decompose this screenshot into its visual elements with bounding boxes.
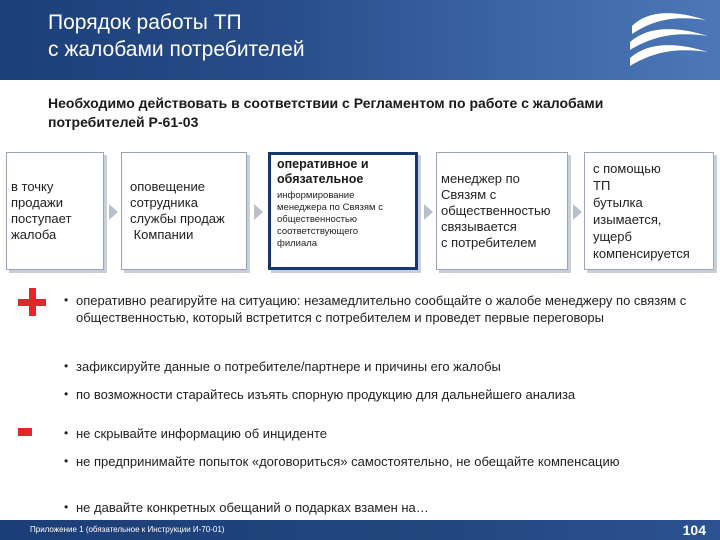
title-line-2: с жалобами потребителей — [48, 38, 305, 61]
flow-arrow-icon — [109, 204, 118, 220]
step-4-line: с потребителем — [441, 235, 537, 250]
dont-item: • не предпринимайте попыток «договориться» самостоятельно, не обещайте компенсацию — [62, 453, 712, 470]
step-3-text — [277, 190, 383, 250]
do-item: • оперативно реагируйте на ситуацию: незамедлительно сообщайте о жалобе менеджеру по связям с общественностью, который встретится с потребителем и проведет первые переговоры — [62, 292, 712, 326]
minus-icon — [18, 428, 32, 436]
step-4-line: общественностью — [441, 203, 551, 218]
dont-list — [62, 499, 712, 516]
step-5-line: изымается, — [593, 212, 662, 227]
step-3-title — [277, 157, 369, 187]
step-3-text-line: общественностью — [277, 214, 357, 225]
page-number: 104 — [682, 522, 706, 538]
step-3-title-line: обязательное — [277, 172, 364, 186]
do-list — [62, 386, 712, 403]
do-list — [62, 358, 712, 375]
process-step-5 — [584, 152, 714, 270]
regulation-subtitle: Необходимо действовать в соответствии с Регламентом по работе с жалобами потребителей Р-61-03 — [48, 95, 604, 130]
step-3-text-line: соответствующего — [277, 226, 359, 237]
step-5-line: ущерб — [593, 229, 632, 244]
step-1-line: поступает — [11, 211, 72, 226]
step-1-line: продажи — [11, 195, 63, 210]
step-1-line: жалоба — [11, 227, 57, 242]
flow-arrow-icon — [424, 204, 433, 220]
do-item: • зафиксируйте данные о потребителе/партнере и причины его жалобы — [62, 358, 712, 375]
dont-list — [62, 453, 712, 470]
step-5-line: бутылка — [593, 195, 643, 210]
step-3-title-line: оперативное и — [277, 157, 369, 171]
dont-list — [62, 425, 712, 442]
flow-arrow-icon — [573, 204, 582, 220]
step-1-line: в точку — [11, 179, 54, 194]
process-step-1 — [6, 152, 104, 270]
dont-item: • не скрывайте информацию об инциденте — [62, 425, 712, 442]
step-5-line: компенсируется — [593, 246, 690, 261]
do-item: • по возможности старайтесь изъять спорную продукцию для дальнейшего анализа — [62, 386, 712, 403]
process-step-2 — [121, 152, 247, 270]
footer-bar — [0, 520, 720, 540]
step-5-line: с помощью — [593, 161, 661, 176]
do-list — [62, 292, 712, 326]
title-line-1: Порядок работы ТП — [48, 11, 242, 34]
dont-item: • не давайте конкретных обещаний о подарках взамен на… — [62, 499, 712, 516]
step-5-line: ТП — [593, 178, 611, 193]
header-bar — [0, 0, 720, 80]
step-3-text-line: информирование — [277, 190, 355, 201]
plus-icon — [18, 288, 46, 316]
step-4-line: Связям с — [441, 187, 497, 202]
step-3-text-line: филиала — [277, 238, 318, 249]
step-2-line: сотрудника — [130, 195, 198, 210]
process-step-4 — [436, 152, 568, 270]
page-title — [48, 9, 568, 63]
step-2-line: Компании — [130, 227, 194, 242]
footer-note: Приложение 1 (обязательное к Инструкции И-70-01) — [30, 525, 225, 534]
step-4-line: связывается — [441, 219, 517, 234]
step-4-line: менеджер по — [441, 171, 520, 186]
flow-arrow-icon — [254, 204, 263, 220]
step-2-line: службы продаж — [130, 211, 225, 226]
company-waves-logo-icon — [626, 6, 712, 72]
process-step-3-highlighted — [268, 152, 418, 270]
step-3-text-line: менеджера по Связям с — [277, 202, 383, 213]
step-2-line: оповещение — [130, 179, 205, 194]
